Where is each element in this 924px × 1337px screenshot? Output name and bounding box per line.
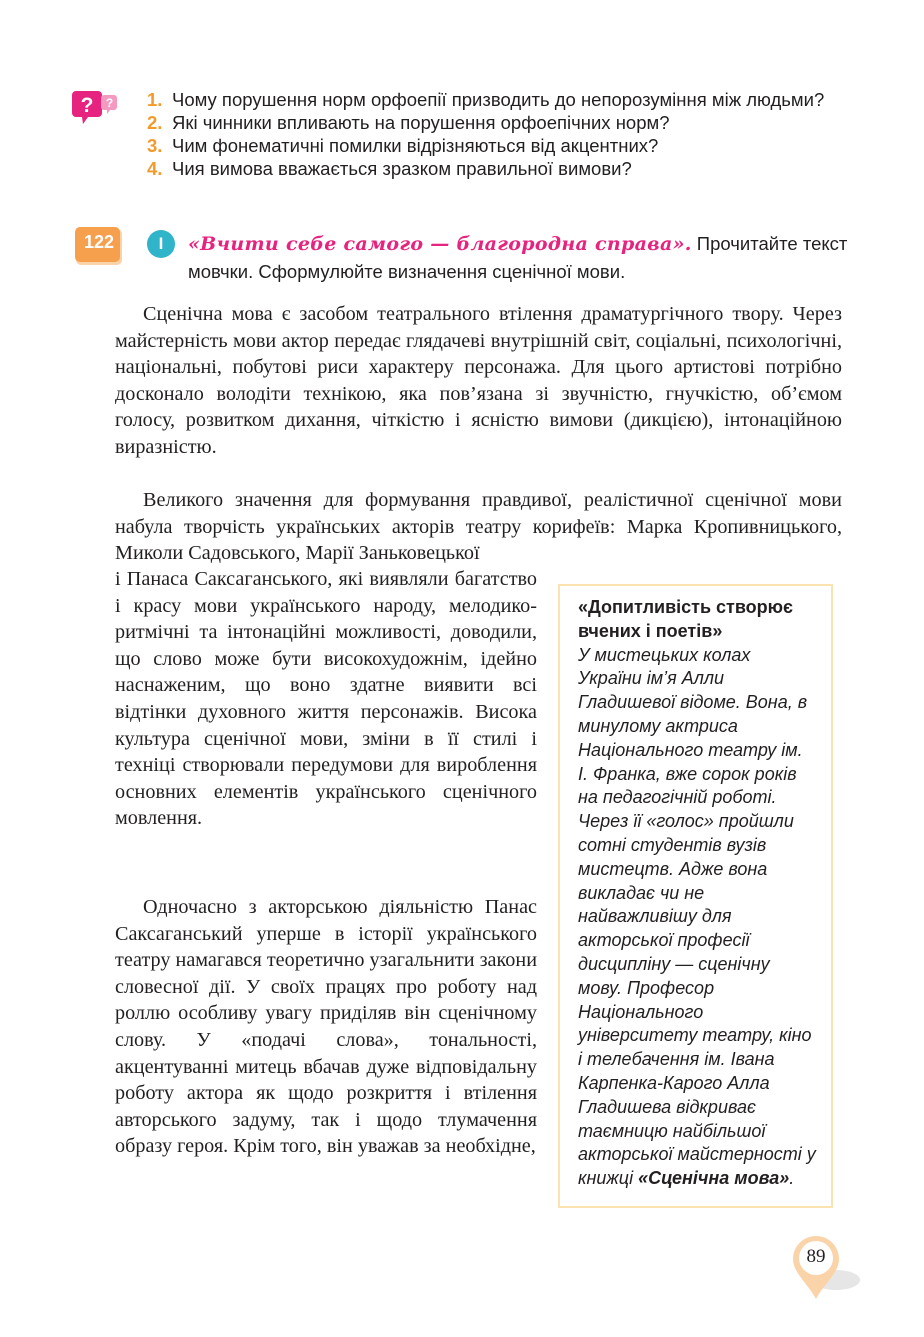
- sidebar-text: У мистецьких колах України ім’я Алли Гладишевої відоме. Вона, в минулому актриса Національного театру ім. І. Франка, вже сорок років на педагогічній роботі. Через її «голос» пройшли сотні студентів вузів мистецтв. Адже вона викладає чи не найважливішу для акторської професії дисципліну — сценічну мову. Професор Національного університету театру, кіно і телебачення ім. Івана Карпенка-Карого Алла Гладишева відкриває таємницю найбільшої акторської майстерності у книжці: [578, 644, 816, 1189]
- question-number: 4.: [147, 158, 163, 179]
- sidebar-title: «Допитливість створює вчених і поетів»: [578, 597, 793, 641]
- question-number: 2.: [147, 112, 163, 133]
- question-text: Чому порушення норм орфоепії призводить до непорозуміння між людьми?: [172, 89, 825, 110]
- sidebar-box: [558, 584, 833, 1208]
- exercise-instruction: Прочитайте текст мовчки. Сформулюйте визначення сценічної мови.: [188, 233, 848, 282]
- exercise-quote: «Вчити себе самого — благородна справа».: [188, 233, 692, 255]
- paragraph-2: Великого значення для формування правдивої, реалістичної сценічної мови набула творчість українських акторів театру корифеїв: Марка Кропивницького, Миколи Садовського, Марії Заньковецької: [115, 489, 842, 565]
- question-item: [147, 157, 847, 180]
- page-number: 89: [806, 1246, 826, 1267]
- exercise-type-icon: І: [147, 230, 175, 258]
- question-icon: [72, 87, 120, 127]
- question-text: Чия вимова вважається зразком правильної вимови?: [172, 158, 632, 179]
- question-number: 3.: [147, 135, 163, 156]
- paragraph-3: Одночасно з акторською діяльністю Панас Саксаганський уперше в історії українського театру намагався теоретично узагальнити закони словесної дії. У своїх працях про роботу над роллю особливу увагу приділяв він сценічному слову. У «подачі слова», тональності, акцентуванні митець вбачав дуже відповідальну роботу актора як щодо розкриття і втілення авторського задуму, так і щодо тлумачення образу героя. Крім того, він уважав за необхідне,: [115, 896, 537, 1158]
- question-item: [147, 134, 847, 157]
- question-list: [147, 88, 847, 180]
- sidebar-book-title: «Сценічна мова»: [638, 1168, 790, 1189]
- exercise-number: 122: [83, 232, 115, 252]
- exercise-title: [188, 230, 848, 285]
- sidebar-end: .: [789, 1168, 795, 1189]
- question-item: [147, 88, 847, 111]
- paragraph-1: Сценічна мова є засобом театрального втілення драматургічного твору. Через майстерність мови актор передає глядачеві внутрішній світ, соціальні, психологічні, національні, побутові риси характеру персонажа. Для цього артистові потрібно досконало володіти технікою, яка пов’язана зі звучністю, гнучкістю, об’ємом голосу, розвитком дихання, чіткістю і ясністю вимови (дикцією), інтонаційною виразністю.: [115, 303, 842, 458]
- svg-text:?: ?: [80, 94, 94, 117]
- question-number: 1.: [147, 89, 163, 110]
- svg-text:?: ?: [105, 96, 114, 110]
- question-text: Чим фонематичні помилки відрізняються від акцентних?: [172, 135, 659, 156]
- page-pin-icon: [770, 1232, 870, 1304]
- sidebar-body: [578, 644, 817, 1191]
- paragraph-2-continued: і Панаса Саксаганського, які виявляли багатство і красу мови українського народу, мелодико-ритмічні та інтонаційні можливості, доводили, що слово може бути високохудожнім, ідейно наснаженим, що воно здатне виявити всі відтінки духовного життя персонажів. Висока культура сценічної мови, зміни в її стилі і техніці створювали передумови для вироблення основних елементів українського сценічного мовлення.: [115, 568, 537, 830]
- question-item: [147, 111, 847, 134]
- question-text: Які чинники впливають на порушення орфоепічних норм?: [172, 112, 670, 133]
